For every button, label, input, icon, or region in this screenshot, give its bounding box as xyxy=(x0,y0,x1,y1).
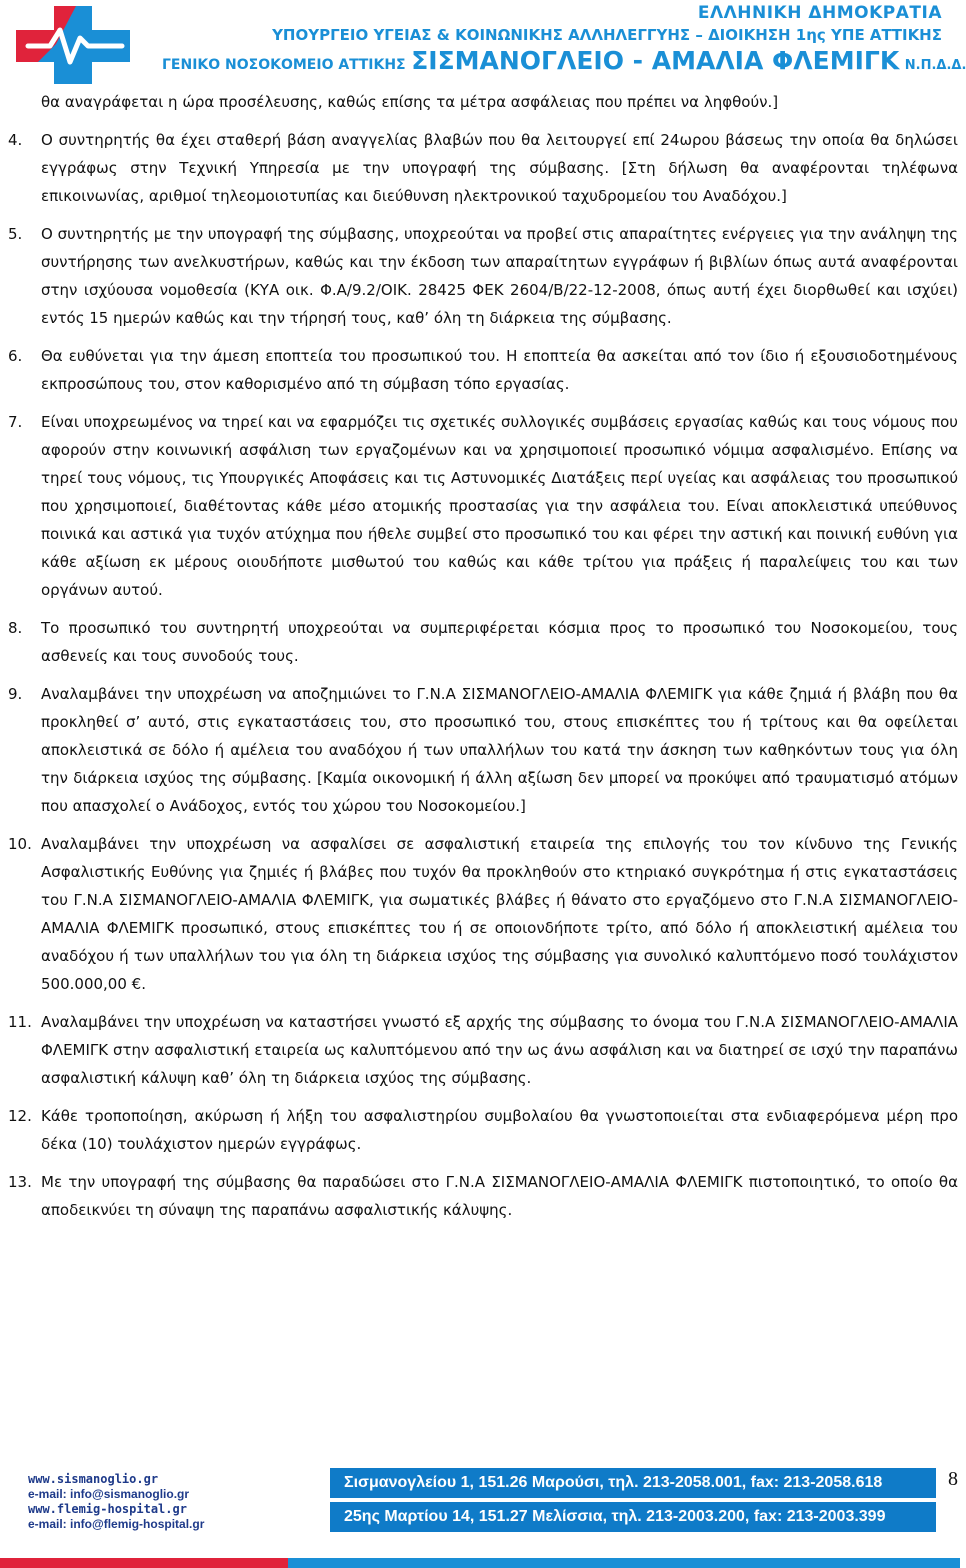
header-hospital-suffix: Ν.Π.Δ.Δ. xyxy=(904,58,966,73)
header-titles xyxy=(162,2,966,81)
item-text: Το προσωπικό του συντηρητή υποχρεούται να συμπεριφέρεται κόσμια προς το προσωπικό του Νοσοκομείου, τους ασθενείς και τους συνοδούς τους. xyxy=(41,619,958,665)
item-text: Με την υπογραφή της σύμβασης θα παραδώσει στο Γ.Ν.Α ΣΙΣΜΑΝΟΓΛΕΙΟ-ΑΜΑΛΙΑ ΦΛΕΜΙΓΚ πιστοποιητικό, το οποίο θα αποδεικνύει τη σύναψη της παραπάνω ασφαλιστικής κάλυψης. xyxy=(41,1173,958,1219)
footer-contacts xyxy=(28,1472,318,1532)
item-number: 10. xyxy=(8,835,32,853)
footer-email-sismanoglio[interactable]: e-mail: info@sismanoglio.gr xyxy=(28,1487,190,1501)
page-number: 8 xyxy=(948,1468,958,1490)
list-item xyxy=(8,220,958,332)
item-number: 12. xyxy=(8,1107,32,1125)
item-number: 8. xyxy=(8,619,23,637)
intro-paragraph: θα αναγράφεται η ώρα προσέλευσης, καθώς επίσης τα μέτρα ασφάλειας που πρέπει να ληφθούν.] xyxy=(41,93,779,111)
list-item xyxy=(8,830,958,998)
header-hospital-prefix: ΓΕΝΙΚΟ ΝΟΣΟΚΟΜΕΙΟ ΑΤΤΙΚΗΣ xyxy=(162,57,406,73)
hospital-cross-logo-icon xyxy=(6,0,146,84)
footer-email-flemig[interactable]: e-mail: info@flemig-hospital.gr xyxy=(28,1517,205,1531)
item-text: Είναι υποχρεωμένος να τηρεί και να εφαρμόζει τις σχετικές συλλογικές συμβάσεις εργασίας καθώς και τους νόμους που αφορούν στην κοινωνική ασφάλιση των εργαζομένων και να χρησιμοποιεί προσωπικό νόμιμα ασφαλισμένο. Επίσης να τηρεί τους νόμους, τις Υπουργικές Αποφάσεις και τις Αστυνομικές Διατάξεις περί υγείας και ασφάλειας του προσωπικού που χρησιμοποιεί, διαθέτοντας κάθε μέσο ατομικής προστασίας για την ασφάλεια του. Είναι αποκλειστικά υπεύθυνος ποινικά και αστικά για τυχόν ατύχημα που ήθελε συμβεί στο προσωπικό του και φέρει την αστική και ποινική ευθύνη για κάθε αξίωση εκ μέρους οιουδήποτε μισθωτού του καθώς και κάθε τρίτου για πράξεις ή παραλείψεις του και των οργάνων αυτού. xyxy=(41,413,958,599)
item-number: 5. xyxy=(8,225,23,243)
item-text: Θα ευθύνεται για την άμεση εποπτεία του προσωπικού του. Η εποπτεία θα ασκείται από τον ίδιο ή εξουσιοδοτημένους εκπροσώπους του, στον καθορισμένο από τη σύμβαση τόπο εργασίας. xyxy=(41,347,958,393)
list-item xyxy=(8,614,958,670)
item-number: 9. xyxy=(8,685,23,703)
footer-color-strip xyxy=(0,1558,960,1568)
item-text: Αναλαμβάνει την υποχρέωση να αποζημιώνει το Γ.Ν.Α ΣΙΣΜΑΝΟΓΛΕΙΟ-ΑΜΑΛΙΑ ΦΛΕΜΙΓΚ για κάθε ζημιά ή βλάβη που θα προκληθεί σ’ αυτό, στις εγκαταστάσεις του, στο προσωπικό του, στους επισκέπτες του ή τρίτους και θα οφείλεται αποκλειστικά σε δόλο ή αμέλεια του αναδόχου ή των υπαλλήλων του κατά την άσκηση των καθηκόντων τους για όλη την διάρκεια ισχύος της σύμβασης. [Καμία οικονομική ή άλλη αξίωση δεν μπορεί να προκύψει από τραυματισμό ατόμων που απασχολεί ο Ανάδοχος, εντός του χώρου του Νοσοκομείου.] xyxy=(41,685,958,815)
list-item xyxy=(8,680,958,820)
item-text: Ο συντηρητής θα έχει σταθερή βάση αναγγελίας βλαβών που θα λειτουργεί επί 24ωρου βάσεως την οποία θα δηλώσει εγγράφως στην Τεχνική Υπηρεσία με την υπογραφή της σύμβασης. [Στη δήλωση θα αναφέρονται τηλέφωνα επικοινωνίας, αριθμοί τηλεομοιοτυπίας και διεύθυνση ηλεκτρονικού ταχυδρομείου του Αναδόχου.] xyxy=(41,131,958,205)
page-footer xyxy=(0,1468,960,1568)
footer-website-sismanoglio[interactable]: www.sismanoglio.gr xyxy=(28,1472,159,1486)
page-header xyxy=(0,0,966,84)
footer-address-melissia: 25ης Μαρτίου 14, 151.27 Μελίσσια, τηλ. 213-2003.200, fax: 213-2003.399 xyxy=(330,1502,936,1532)
footer-address-marousi: Σισμανογλείου 1, 151.26 Μαρούσι, τηλ. 213-2058.001, fax: 213-2058.618 xyxy=(330,1468,936,1498)
item-text: Αναλαμβάνει την υποχρέωση να καταστήσει γνωστό εξ αρχής της σύμβασης το όνομα του Γ.Ν.Α ΣΙΣΜΑΝΟΓΛΕΙΟ-ΑΜΑΛΙΑ ΦΛΕΜΙΓΚ στην ασφαλιστική εταιρεία ως καλυπτόμενου από την ως άνω ασφάλιση και να διατηρεί σε ισχύ την παραπάνω ασφαλιστική κάλυψη καθ’ όλη τη διάρκεια ισχύος της σύμβασης. xyxy=(41,1013,958,1087)
document-body xyxy=(8,88,958,1234)
list-item xyxy=(8,408,958,604)
header-ministry: ΥΠΟΥΡΓΕΙΟ ΥΓΕΙΑΣ & ΚΟΙΝΩΝΙΚΗΣ ΑΛΛΗΛΕΓΓΥΗΣ – ΔΙΟΙΚΗΣΗ 1ης ΥΠΕ ΑΤΤΙΚΗΣ xyxy=(272,26,942,44)
item-text: Αναλαμβάνει την υποχρέωση να ασφαλίσει σε ασφαλιστική εταιρεία της επιλογής του τον κίνδυνο της Γενικής Ασφαλιστικής Ευθύνης για ζημιές ή βλάβες που τυχόν θα προκληθούν στο κτηριακό συγκρότημα ή στις εγκαταστάσεις του Γ.Ν.Α ΣΙΣΜΑΝΟΓΛΕΙΟ-ΑΜΑΛΙΑ ΦΛΕΜΙΓΚ, για σωματικές βλάβες ή θάνατο στο εργαζόμενο στο Γ.Ν.Α ΣΙΣΜΑΝΟΓΛΕΙΟ-ΑΜΑΛΙΑ ΦΛΕΜΙΓΚ προσωπικό, στους επισκέπτες του ή σε οποιονδήποτε τρίτο, από δόλο ή αποκλειστική αμέλεια του αναδόχου ή των υπαλλήλων του για όλη τη διάρκεια ισχύος της σύμβασης για συνολικό καλυπτόμενο ποσό τουλάχιστον 500.000,00 €. xyxy=(41,835,958,993)
item-text: Ο συντηρητής με την υπογραφή της σύμβασης, υποχρεούται να προβεί στις απαραίτητες ενέργειες για την ανάληψη της συντήρησης των ανελκυστήρων, καθώς και την έκδοση των απαραίτητων εγγράφων ή βιβλίων όπως αυτά αναφέρονται στην ισχύουσα νομοθεσία (ΚΥΑ οικ. Φ.Α/9.2/ΟΙΚ. 28425 ΦΕΚ 2604/Β/22-12-2008, όπως αυτή έχει διορθωθεί και ισχύει) εντός 15 ημερών καθώς και την τήρησή τους, καθ’ όλη τη διάρκεια της σύμβασης. xyxy=(41,225,958,327)
list-item xyxy=(8,126,958,210)
list-item xyxy=(8,1168,958,1224)
item-number: 6. xyxy=(8,347,23,365)
list-item xyxy=(8,342,958,398)
header-hospital-main: ΣΙΣΜΑΝΟΓΛΕΙΟ - ΑΜΑΛΙΑ ΦΛΕΜΙΓΚ xyxy=(411,46,900,75)
list-item xyxy=(8,1102,958,1158)
item-number: 13. xyxy=(8,1173,32,1191)
item-number: 7. xyxy=(8,413,23,431)
header-republic: ΕΛΛΗΝΙΚΗ ΔΗΜΟΚΡΑΤΙΑ xyxy=(697,3,942,23)
item-text: Κάθε τροποποίηση, ακύρωση ή λήξη του ασφαλιστηρίου συμβολαίου θα γνωστοποιείται στα ενδιαφερόμενα μέρη προ δέκα (10) τουλάχιστον ημερών εγγράφως. xyxy=(41,1107,958,1153)
item-number: 11. xyxy=(8,1013,32,1031)
list-item xyxy=(8,1008,958,1092)
footer-website-flemig[interactable]: www.flemig-hospital.gr xyxy=(28,1502,187,1516)
header-hospital-name xyxy=(162,46,966,81)
item-number: 4. xyxy=(8,131,23,149)
footer-addresses xyxy=(330,1468,936,1536)
